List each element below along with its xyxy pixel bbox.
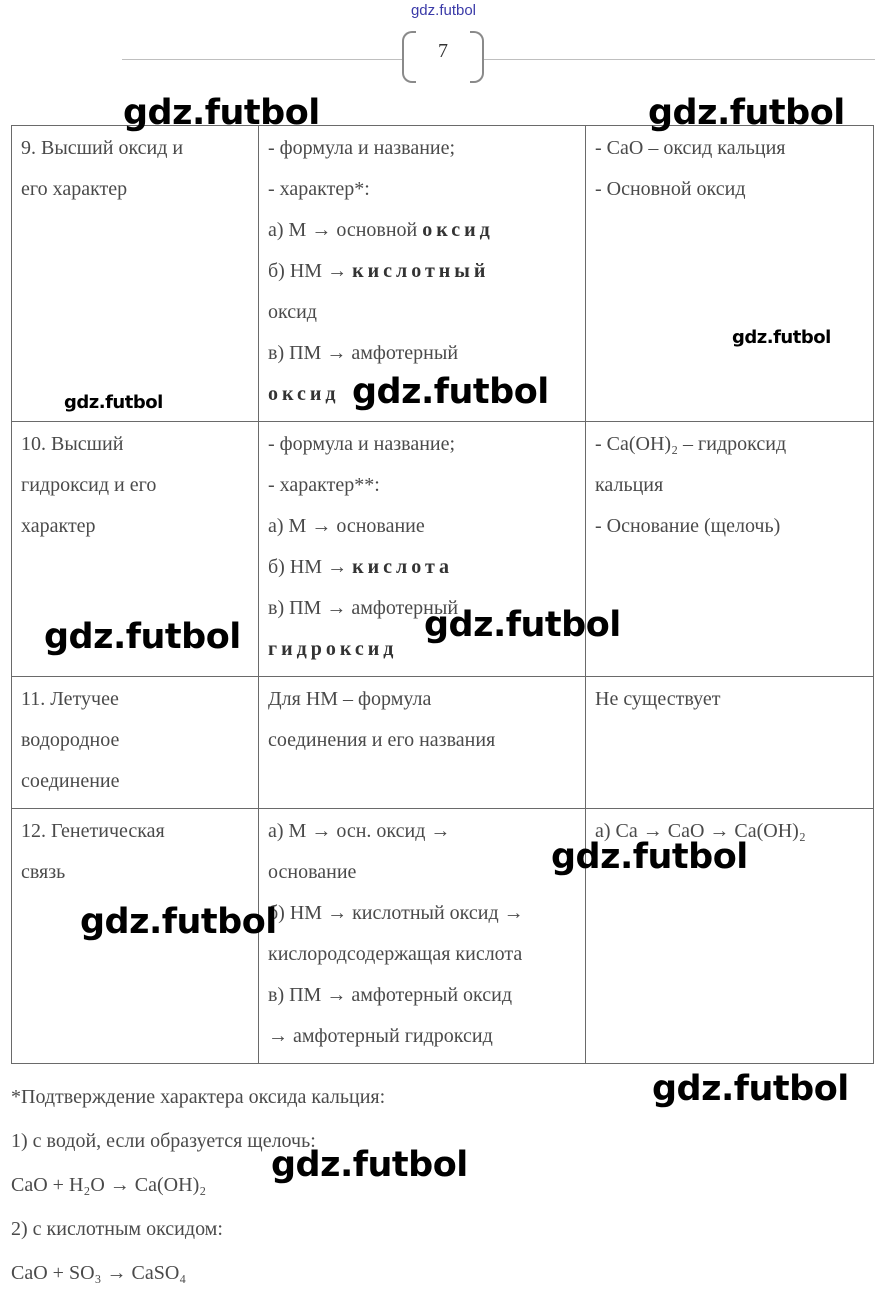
cell-line	[268, 1016, 577, 1057]
answer-cell	[586, 677, 874, 809]
watermark: gdz.futbol	[80, 902, 277, 942]
watermark: gdz.futbol	[44, 617, 241, 657]
emphasized-term: оксид	[268, 383, 340, 405]
cell-text: оксид	[268, 301, 317, 323]
watermark: gdz.futbol	[648, 93, 845, 133]
cell-text: - формула и название;	[268, 137, 456, 159]
cell-text: Для НМ – формула	[268, 688, 432, 710]
cell-line	[268, 547, 577, 588]
cell-line: - Ca(OH)₂ – гидроксид	[595, 433, 787, 455]
header-rule-right	[484, 59, 875, 60]
cell-line	[268, 292, 577, 333]
cell-line	[268, 720, 577, 761]
cell-text: б) НМ →	[268, 556, 353, 578]
cell-text: в) ПМ → амфотерный оксид	[268, 984, 512, 1006]
cell-line: 10. Высший	[21, 433, 124, 455]
cell-line	[268, 679, 577, 720]
definition-cell	[259, 677, 586, 809]
cell-line	[268, 506, 577, 547]
emphasized-term: кислота	[352, 556, 454, 578]
cell-line: кальция	[595, 474, 664, 496]
watermark: gdz.futbol	[424, 605, 621, 645]
page-number-bracket-left	[402, 31, 416, 83]
cell-text: → амфотерный гидроксид	[268, 1025, 493, 1047]
table-row	[12, 677, 874, 809]
property-cell	[12, 677, 259, 809]
cell-text: - характер**:	[268, 474, 380, 496]
cell-line: - CaO – оксид кальция	[595, 137, 786, 159]
watermark: gdz.futbol	[64, 392, 163, 413]
cell-line	[268, 811, 577, 852]
cell-line: - Основной оксид	[595, 178, 746, 200]
cell-line: гидроксид и его	[21, 474, 157, 496]
watermark: gdz.futbol	[123, 93, 320, 133]
cell-text: основание	[268, 861, 357, 883]
watermark: gdz.futbol	[352, 372, 549, 412]
cell-line	[268, 128, 577, 169]
cell-text: б) НМ →	[268, 260, 353, 282]
cell-text: а) М → основание	[268, 515, 425, 537]
cell-text: - характер*:	[268, 178, 370, 200]
cell-line	[268, 975, 577, 1016]
emphasized-term: кислотный	[352, 260, 490, 282]
cell-line: - Основание (щелочь)	[595, 515, 781, 537]
cell-line: характер	[21, 515, 96, 537]
footnote-equation: CaO + H₂O → Ca(OH)₂	[11, 1174, 207, 1196]
answer-cell	[586, 422, 874, 677]
cell-text: в) ПМ → амфотерный	[268, 342, 459, 364]
answer-cell	[586, 126, 874, 422]
header-rule-left	[122, 59, 402, 60]
cell-line: соединение	[21, 770, 120, 792]
watermark: gdz.futbol	[652, 1069, 849, 1109]
definition-cell	[259, 809, 586, 1064]
cell-line	[268, 210, 577, 251]
cell-text: а) М → основной	[268, 219, 423, 241]
watermark: gdz.futbol	[551, 837, 748, 877]
cell-line: его характер	[21, 178, 128, 200]
cell-line: связь	[21, 861, 66, 883]
cell-line: 12. Генетическая	[21, 820, 165, 842]
cell-line: водородное	[21, 729, 120, 751]
cell-line	[268, 251, 577, 292]
property-cell	[12, 126, 259, 422]
cell-text: б) НМ → кислотный оксид →	[268, 902, 524, 924]
cell-line	[268, 852, 577, 893]
cell-text: в) ПМ → амфотерный	[268, 597, 459, 619]
cell-line: 11. Летучее	[21, 688, 119, 710]
cell-line	[268, 934, 577, 975]
page-number: 7	[438, 40, 448, 62]
cell-line	[268, 424, 577, 465]
cell-line: 9. Высший оксид и	[21, 137, 184, 159]
footnote-line: 2) с кислотным оксидом:	[11, 1218, 223, 1240]
footnote-title: *Подтверждение характера оксида кальция:	[11, 1086, 386, 1108]
emphasized-term: оксид	[422, 219, 494, 241]
footnote-equation: CaO + SO₃ → CaSO₄	[11, 1262, 187, 1284]
page-number-bracket-right	[470, 31, 484, 83]
cell-text: - формула и название;	[268, 433, 456, 455]
site-link[interactable]: gdz.futbol	[410, 2, 477, 19]
cell-line	[268, 333, 577, 374]
cell-line: Не существует	[595, 688, 721, 710]
watermark: gdz.futbol	[271, 1145, 468, 1185]
cell-line: а) Ca → CaO → Ca(OH)₂	[595, 820, 806, 842]
cell-line	[268, 169, 577, 210]
cell-line	[268, 465, 577, 506]
footnote-line: 1) с водой, если образуется щелочь:	[11, 1130, 316, 1152]
cell-text: кислородсодержащая кислота	[268, 943, 523, 965]
cell-line	[268, 893, 577, 934]
cell-text: а) М → осн. оксид →	[268, 820, 451, 842]
cell-text: соединения и его названия	[268, 729, 496, 751]
emphasized-term: гидроксид	[268, 638, 398, 660]
watermark: gdz.futbol	[732, 327, 831, 348]
footnote	[11, 1075, 385, 1295]
